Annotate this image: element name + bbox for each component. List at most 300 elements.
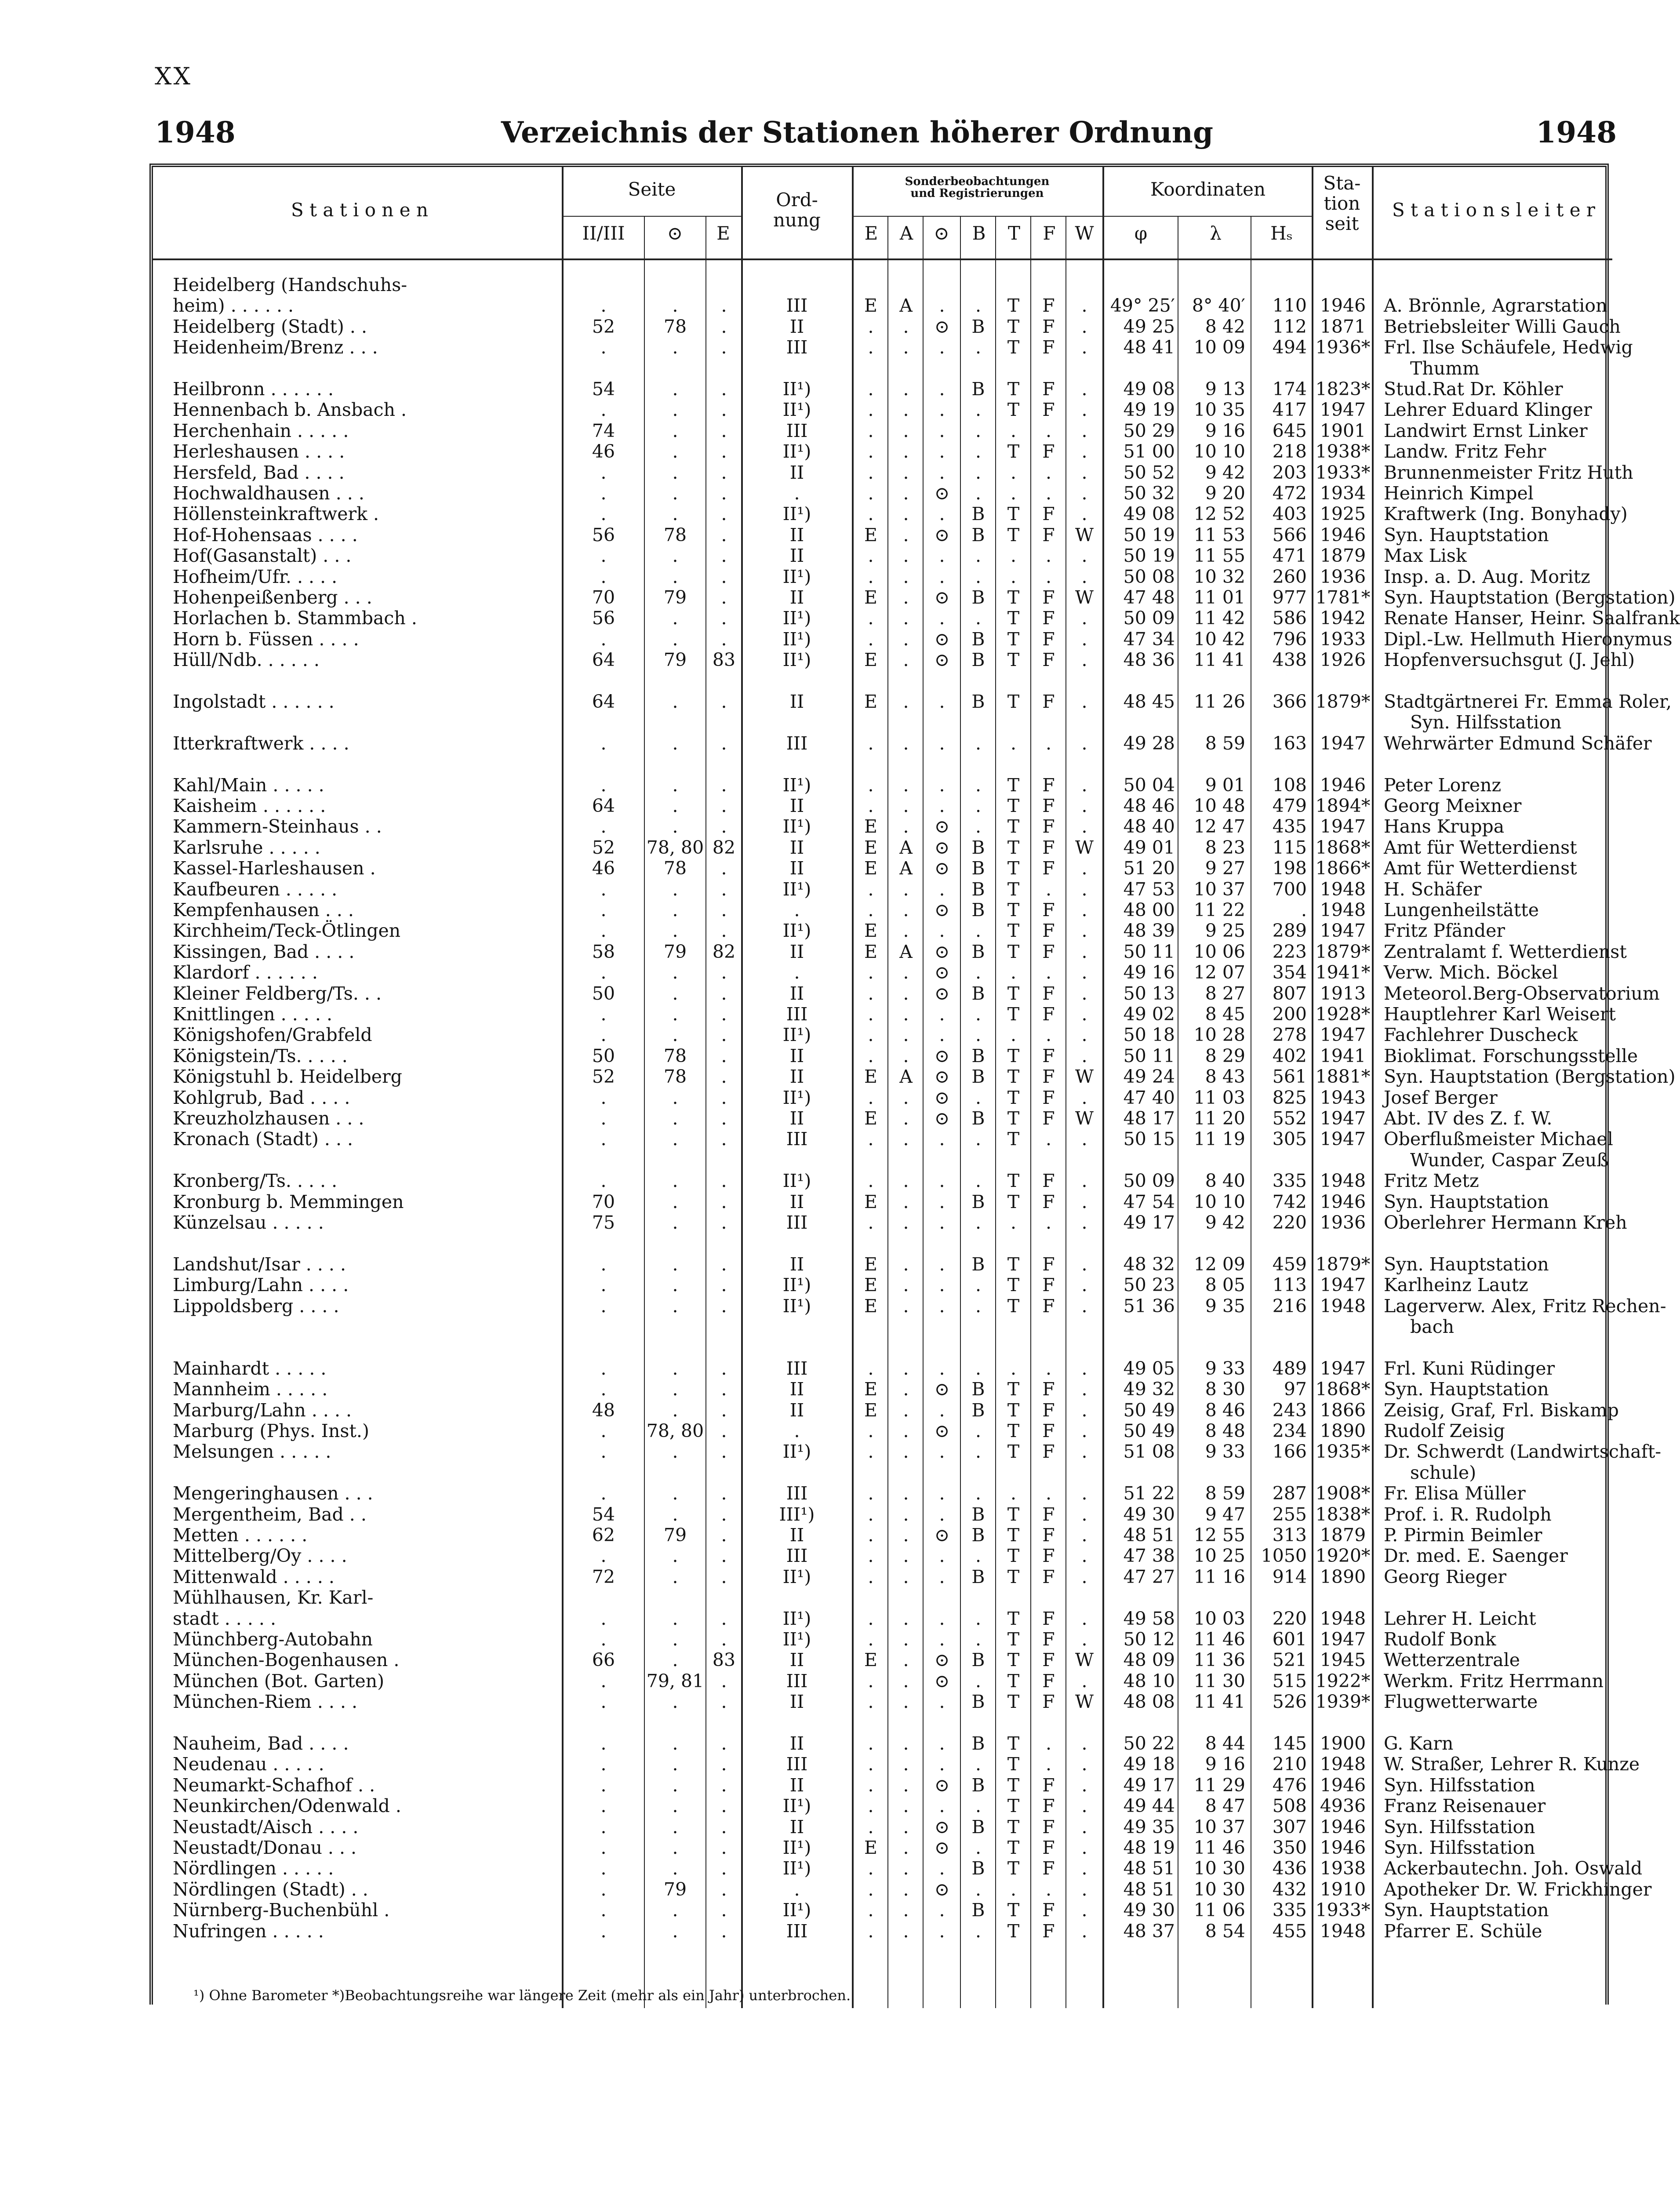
cell-name: Kaufbeuren . . . . . [173,878,338,900]
cell-s3: . [672,545,678,567]
cell-h: 807 [1272,983,1307,1004]
cell-leiter: Fritz Metz [1384,1170,1479,1192]
cell-a: . [903,545,909,567]
cell-t: T [1007,1733,1020,1754]
cell-t: T [1007,1608,1020,1629]
cell-s4: . [721,295,727,317]
cell-a: . [903,1274,909,1296]
cell-o: . [939,608,945,629]
cell-w: . [1081,1878,1087,1900]
cell-o: . [939,337,945,358]
header-stationen: S t a t i o n e n [291,199,429,221]
cell-t: . [1010,1024,1017,1046]
cell-s4: 83 [712,1649,736,1671]
cell-e: E [864,1649,877,1671]
cell-e: . [868,1045,874,1066]
cell-ord: II [789,1733,804,1754]
cell-name: Königstuhl b. Heidelberg [173,1066,402,1088]
cell-o: . [939,1795,945,1817]
cell-s3: . [672,462,678,483]
cell-ord: II [789,1191,804,1212]
cell-o: . [939,1900,945,1921]
cell-a: . [903,1733,909,1754]
cell-f: F [1042,1004,1055,1025]
header-ordnung: Ord- nung [773,189,821,231]
cell-name: Nufringen . . . . . [173,1920,324,1942]
cell-h: 526 [1272,1691,1307,1713]
cell-t: T [1007,1837,1020,1858]
cell-name: Höllensteinkraftwerk . [173,503,379,525]
cell-w: . [1081,420,1087,441]
cell-lam: 11 55 [1193,545,1245,567]
cell-o: . [939,1274,945,1296]
cell-s4: . [721,920,727,942]
cell-e: . [868,1629,874,1650]
cell-phi: 49 25 [1123,316,1175,337]
cell-seit: 1933 [1320,628,1366,650]
cell-phi: 48 36 [1123,649,1175,671]
cell-b: B [971,858,985,879]
cell-f: F [1042,1545,1055,1567]
cell-name: Nürnberg-Buchenbühl . [173,1900,390,1921]
cell-t: T [1007,399,1020,421]
cell-s2: . [600,1420,607,1441]
cell-leiter: Fachlehrer Duscheck [1384,1024,1578,1046]
cell-s3: 78 [663,858,687,879]
cell-s4: . [721,441,727,462]
cell-s3: . [672,1858,678,1879]
cell-s4: . [721,1357,727,1379]
cell-o: ⊙ [934,524,950,546]
cell-e: E [864,295,877,317]
cell-phi: 50 18 [1123,1024,1175,1046]
cell-seit: 1941* [1315,962,1371,983]
cell-leiter: Lungenheilstätte [1384,899,1539,921]
cell-a: . [903,1545,909,1567]
cell-s3: . [672,441,678,462]
cell-s3: . [672,483,678,504]
cell-a: . [903,1774,909,1796]
cell-ord: II [789,1649,804,1671]
cell-lam: 9 42 [1205,1212,1245,1233]
cell-h: 436 [1272,1858,1307,1879]
cell-a: A [899,858,913,879]
cell-leiter: G. Karn [1384,1733,1454,1754]
cell-h: 307 [1272,1816,1307,1838]
cell-w: . [1081,1191,1087,1212]
cell-s2: . [600,1608,607,1629]
cell-e: . [868,1900,874,1921]
cell-f: F [1042,503,1055,525]
cell-s2: . [600,462,607,483]
cell-seit: 1838* [1315,1503,1371,1525]
cell-ord: II¹) [782,920,811,942]
cell-o: . [939,878,945,900]
cell-w: . [1081,1837,1087,1858]
cell-a: . [903,608,909,629]
cell-t: T [1007,1274,1020,1296]
cell-t: T [1007,1795,1020,1817]
cell-leiter: Prof. i. R. Rudolph [1384,1503,1552,1525]
cell-leiter: Stud.Rat Dr. Köhler [1384,378,1563,400]
cell-seit: 1900 [1320,1733,1366,1754]
cell-seit: 1938 [1320,1858,1366,1879]
cell-h: 914 [1272,1566,1307,1587]
cell-s3: . [672,503,678,525]
cell-lam: 9 33 [1205,1441,1245,1463]
cell-leiter: Syn. Hauptstation [1384,1253,1549,1275]
cell-t: T [1007,1045,1020,1066]
cell-e: . [868,1525,874,1546]
cell-s2: . [600,1837,607,1858]
cell-t: T [1007,1649,1020,1671]
cell-seit: 1946 [1320,774,1366,796]
cell-seit: 1939* [1315,1691,1371,1713]
cell-t: T [1007,983,1020,1004]
cell-o: . [939,1024,945,1046]
cell-s3: . [672,608,678,629]
cell-b: . [975,337,982,358]
cell-s2: . [600,774,607,796]
year-right: 1948 [1536,115,1617,149]
cell-t: T [1007,608,1020,629]
cell-f: F [1042,1170,1055,1192]
cell-seit: 1913 [1320,983,1366,1004]
cell-lam: 8 42 [1205,316,1245,337]
cell-w: . [1081,858,1087,879]
cell-seit: 1947 [1320,816,1366,837]
cell-e: . [868,483,874,504]
cell-t: T [1007,1900,1020,1921]
cell-leiter: Pfarrer E. Schüle [1384,1920,1542,1942]
cell-s3: . [672,399,678,421]
cell-o: . [939,1608,945,1629]
cell-e: . [868,1420,874,1441]
cell-s3: . [672,920,678,942]
cell-leiter: Thumm [1410,357,1480,379]
cell-o: ⊙ [934,858,950,879]
cell-s3: . [672,420,678,441]
cell-leiter: Syn. Hilfsstation [1384,1774,1535,1796]
cell-o: . [939,1629,945,1650]
cell-ord: II¹) [782,1295,811,1317]
cell-seit: 1908* [1315,1483,1371,1504]
cell-s2: 72 [592,1566,615,1587]
cell-b: B [971,649,985,671]
cell-s3: . [672,983,678,1004]
cell-lam: 9 13 [1205,378,1245,400]
cell-b: B [971,1379,985,1400]
cell-ord: II¹) [782,1795,811,1817]
cell-h: 145 [1272,1733,1307,1754]
cell-o: ⊙ [934,962,950,983]
cell-a: . [903,1087,909,1108]
cell-f: F [1042,1108,1055,1129]
cell-e: . [868,545,874,567]
cell-seit: 1947 [1320,1128,1366,1150]
cell-w: . [1081,1920,1087,1942]
cell-name: Mühlhausen, Kr. Karl- [173,1587,374,1608]
cell-w: W [1075,837,1094,858]
cell-lam: 10 10 [1193,1191,1245,1212]
cell-lam: 9 01 [1205,774,1245,796]
cell-phi: 48 10 [1123,1670,1175,1692]
cell-name: Hohenpeißenberg . . . [173,587,372,608]
cell-name: München-Bogenhausen . [173,1649,400,1671]
cell-t: T [1007,941,1020,962]
cell-seit: 1879 [1320,545,1366,567]
cell-s3: . [672,1295,678,1317]
cell-ord: II [789,1816,804,1838]
cell-a: . [903,774,909,796]
cell-s4: . [721,962,727,983]
cell-phi: 47 54 [1123,1191,1175,1212]
cell-name: Neudenau . . . . . [173,1754,324,1775]
cell-a: . [903,1170,909,1192]
cell-s3: . [672,1399,678,1421]
cell-s4: . [721,1108,727,1129]
cell-phi: 50 13 [1123,983,1175,1004]
cell-w: . [1081,1503,1087,1525]
cell-s4: . [721,1608,727,1629]
cell-h: 515 [1272,1670,1307,1692]
cell-e: . [868,1024,874,1046]
cell-phi: 51 08 [1123,1441,1175,1463]
cell-name: Hüll/Ndb. . . . . . [173,649,320,671]
cell-phi: 50 11 [1123,1045,1175,1066]
cell-t: T [1007,441,1020,462]
cell-phi: 49 08 [1123,378,1175,400]
cell-name: Itterkraftwerk . . . . [173,732,349,754]
cell-h: 977 [1272,587,1307,608]
cell-lam: 11 16 [1193,1566,1245,1587]
cell-s3: . [672,1441,678,1463]
cell-phi: 50 22 [1123,1733,1175,1754]
cell-ord: II¹) [782,1441,811,1463]
cell-ord: II¹) [782,441,811,462]
cell-a: A [899,295,913,317]
cell-o: . [939,1295,945,1317]
cell-h: 200 [1272,1004,1307,1025]
cell-ord: II [789,316,804,337]
cell-t: T [1007,1629,1020,1650]
cell-w: . [1081,691,1087,712]
cell-a: . [903,649,909,671]
cell-h: . [1301,899,1307,921]
cell-seit: 1871 [1320,316,1366,337]
cell-b: . [975,399,982,421]
cell-h: 435 [1272,816,1307,837]
cell-a: . [903,1670,909,1692]
cell-o: . [939,378,945,400]
cell-t: T [1007,1754,1020,1775]
cell-a: . [903,1212,909,1233]
cell-phi: 49 16 [1123,962,1175,983]
header-seite-e: E [716,222,730,244]
cell-s3: . [672,878,678,900]
cell-phi: 48 45 [1123,691,1175,712]
cell-ord: II¹) [782,399,811,421]
cell-s3: . [672,962,678,983]
cell-seit: 1879* [1315,691,1371,712]
cell-s3: . [672,1379,678,1400]
cell-s3: 79 [663,1525,687,1546]
cell-t: . [1010,1212,1017,1233]
footnote: ¹) Ohne Barometer *)Beobachtungsreihe war längere Zeit (mehr als ein Jahr) unterbrochen. [193,1987,851,2004]
cell-lam: 11 22 [1193,899,1245,921]
cell-lam: 10 37 [1193,878,1245,900]
cell-lam: 10 25 [1193,1545,1245,1567]
cell-s4: . [721,1566,727,1587]
cell-f: F [1042,628,1055,650]
cell-s4: . [721,795,727,816]
cell-h: 489 [1272,1357,1307,1379]
cell-w: . [1081,1170,1087,1192]
cell-a: . [903,1128,909,1150]
cell-w: . [1081,628,1087,650]
cell-lam: 8 48 [1205,1420,1245,1441]
cell-s4: . [721,1024,727,1046]
cell-h: 260 [1272,566,1307,587]
cell-name: Nauheim, Bad . . . . [173,1733,349,1754]
cell-leiter: Josef Berger [1384,1087,1498,1108]
cell-a: . [903,1399,909,1421]
cell-b: . [975,1441,982,1463]
cell-leiter: Zentralamt f. Wetterdienst [1384,941,1627,962]
cell-e: E [864,837,877,858]
cell-h: 402 [1272,1045,1307,1066]
cell-w: . [1081,1816,1087,1838]
cell-s3: . [672,566,678,587]
cell-leiter: Rudolf Bonk [1384,1629,1496,1650]
cell-lam: 10 06 [1193,941,1245,962]
cell-leiter: Brunnenmeister Fritz Huth [1384,462,1633,483]
cell-a: . [903,587,909,608]
cell-s3: 78 [663,524,687,546]
cell-b: B [971,316,985,337]
cell-a: . [903,1024,909,1046]
cell-e: E [864,1295,877,1317]
cell-name: Kassel-Harleshausen . [173,858,376,879]
cell-b: . [975,420,982,441]
cell-s3: . [672,337,678,358]
cell-s2: 50 [592,1045,615,1066]
cell-ord: II [789,1525,804,1546]
cell-s4: . [721,1503,727,1525]
cell-h: 601 [1272,1629,1307,1650]
cell-s2: 46 [592,858,615,879]
cell-lam: 8 30 [1205,1379,1245,1400]
cell-t: . [1010,545,1017,567]
cell-lam: 11 41 [1193,649,1245,671]
cell-leiter: Wehrwärter Edmund Schäfer [1384,732,1652,754]
cell-t: T [1007,378,1020,400]
cell-h: 255 [1272,1503,1307,1525]
cell-f: F [1042,441,1055,462]
cell-h: 108 [1272,774,1307,796]
cell-ord: II¹) [782,1087,811,1108]
cell-ord: II¹) [782,1566,811,1587]
cell-name: Neustadt/Aisch . . . . [173,1816,359,1838]
cell-lam: 8 40 [1205,1170,1245,1192]
cell-lam: 9 42 [1205,462,1245,483]
cell-ord: II [789,1066,804,1088]
cell-e: . [868,1816,874,1838]
cell-name: Marburg/Lahn . . . . [173,1399,352,1421]
cell-lam: 8 47 [1205,1795,1245,1817]
cell-f: F [1042,1525,1055,1546]
cell-a: . [903,1357,909,1379]
cell-e: . [868,1357,874,1379]
cell-name: Landshut/Isar . . . . [173,1253,346,1275]
cell-lam: 8 59 [1205,1483,1245,1504]
cell-s4: . [721,774,727,796]
cell-name: Herleshausen . . . . [173,441,345,462]
cell-leiter: Syn. Hauptstation [1384,1191,1549,1212]
cell-seit: 1947 [1320,920,1366,942]
cell-t: T [1007,295,1020,317]
cell-f: F [1042,608,1055,629]
cell-phi: 48 08 [1123,1691,1175,1713]
cell-s2: 50 [592,983,615,1004]
cell-w: . [1081,483,1087,504]
cell-o: . [939,920,945,942]
cell-s4: . [721,1691,727,1713]
cell-o: . [939,691,945,712]
cell-o: ⊙ [934,899,950,921]
cell-ord: II [789,858,804,879]
cell-name: Melsungen . . . . . [173,1441,331,1463]
cell-w: . [1081,732,1087,754]
cell-lam: 11 30 [1193,1670,1245,1692]
cell-h: 305 [1272,1128,1307,1150]
cell-lam: 10 35 [1193,399,1245,421]
cell-a: . [903,462,909,483]
cell-leiter: Syn. Hauptstation (Bergstation) [1384,1066,1676,1088]
cell-h: 289 [1272,920,1307,942]
cell-f: . [1045,1754,1052,1775]
cell-b: B [971,983,985,1004]
cell-s2: 64 [592,795,615,816]
cell-f: F [1042,774,1055,796]
cell-s3: . [672,1128,678,1150]
cell-lam: 9 33 [1205,1357,1245,1379]
cell-phi: 49 30 [1123,1900,1175,1921]
cell-lam: 8 27 [1205,983,1245,1004]
cell-w: . [1081,462,1087,483]
header-sonder-e: E [864,222,878,244]
cell-name: stadt . . . . . [173,1608,276,1629]
cell-ord: III [786,1754,808,1775]
cell-a: . [903,878,909,900]
cell-s2: . [600,1295,607,1317]
cell-o: . [939,566,945,587]
cell-phi: 51 20 [1123,858,1175,879]
cell-a: . [903,795,909,816]
cell-e: . [868,878,874,900]
cell-s3: . [672,628,678,650]
cell-b: . [975,816,982,837]
cell-f: F [1042,1649,1055,1671]
cell-f: F [1042,795,1055,816]
cell-f: F [1042,858,1055,879]
cell-name: Mainhardt . . . . . [173,1357,327,1379]
cell-w: . [1081,1004,1087,1025]
cell-lam: 10 37 [1193,1816,1245,1838]
cell-a: . [903,1045,909,1066]
cell-lam: 11 06 [1193,1900,1245,1921]
cell-e: E [864,1399,877,1421]
